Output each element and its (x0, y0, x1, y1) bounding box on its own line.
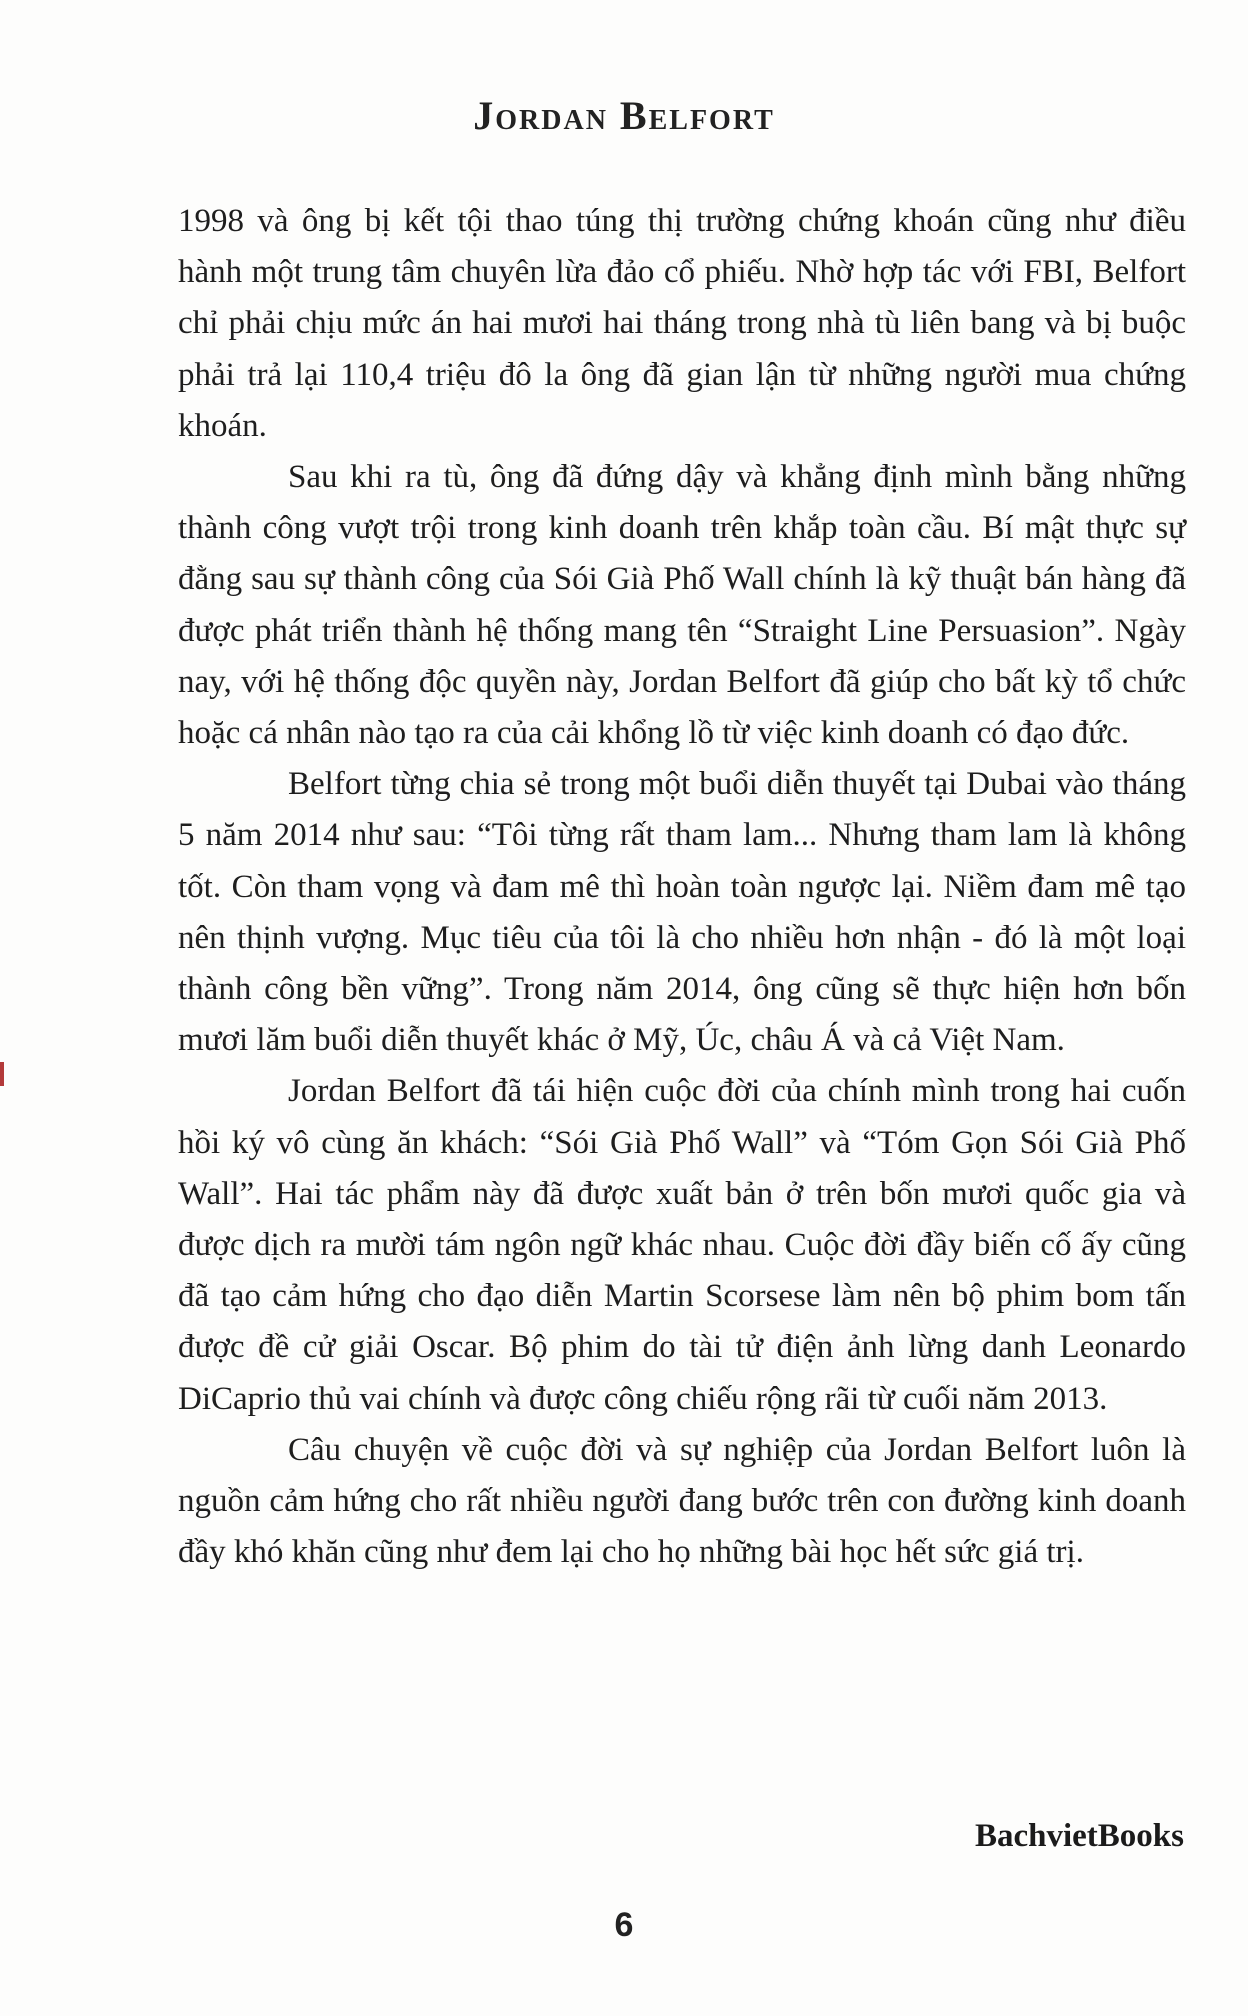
body-text (178, 196, 1186, 1578)
page-edge-mark (0, 1062, 4, 1086)
publisher-signature: BachvietBooks (974, 1818, 1184, 1854)
page-number: 6 (614, 1906, 634, 1944)
paragraph-3: Belfort từng chia sẻ trong một buổi diễn thuyết tại Dubai vào tháng 5 năm 2014 như sau: “Tôi từng rất tham lam... Nhưng tham lam là không tốt. Còn tham vọng và đam mê thì hoàn toàn ngược lại. Niềm đam mê tạo nên thịnh vượng. Mục tiêu của tôi là cho nhiều hơn nhận - đó là một loại thành công bền vững”. Trong năm 2014, ông cũng sẽ thực hiện hơn bốn mươi lăm buổi diễn thuyết khác ở Mỹ, Úc, châu Á và cả Việt Nam. (178, 766, 1186, 1059)
paragraph-1: 1998 và ông bị kết tội thao túng thị trường chứng khoán cũng như điều hành một trung tâm chuyên lừa đảo cổ phiếu. Nhờ hợp tác với FBI, Belfort chỉ phải chịu mức án hai mươi hai tháng trong nhà tù liên bang và bị buộc phải trả lại 110,4 triệu đô la ông đã gian lận từ những người mua chứng khoán. (178, 203, 1186, 444)
running-header: Jordan Belfort (473, 93, 775, 138)
paragraph-5: Câu chuyện về cuộc đời và sự nghiệp của Jordan Belfort luôn là nguồn cảm hứng cho rất nhiều người đang bước trên con đường kinh doanh đầy khó khăn cũng như đem lại cho họ những bài học hết sức giá trị. (178, 1431, 1186, 1571)
paragraph-2: Sau khi ra tù, ông đã đứng dậy và khẳng định mình bằng những thành công vượt trội trong kinh doanh trên khắp toàn cầu. Bí mật thực sự đằng sau sự thành công của Sói Già Phố Wall chính là kỹ thuật bán hàng đã được phát triển thành hệ thống mang tên “Straight Line Persuasion”. Ngày nay, với hệ thống độc quyền này, Jordan Belfort đã giúp cho bất kỳ tổ chức hoặc cá nhân nào tạo ra của cải khổng lồ từ việc kinh doanh có đạo đức. (178, 459, 1186, 752)
paragraph-4: Jordan Belfort đã tái hiện cuộc đời của chính mình trong hai cuốn hồi ký vô cùng ăn khách: “Sói Già Phố Wall” và “Tóm Gọn Sói Già Phố Wall”. Hai tác phẩm này đã được xuất bản ở trên bốn mươi quốc gia và được dịch ra mười tám ngôn ngữ khác nhau. Cuộc đời đầy biến cố ấy cũng đã tạo cảm hứng cho đạo diễn Martin Scorsese làm nên bộ phim bom tấn được đề cử giải Oscar. Bộ phim do tài tử điện ảnh lừng danh Leonardo DiCaprio thủ vai chính và được công chiếu rộng rãi từ cuối năm 2013. (178, 1073, 1186, 1417)
